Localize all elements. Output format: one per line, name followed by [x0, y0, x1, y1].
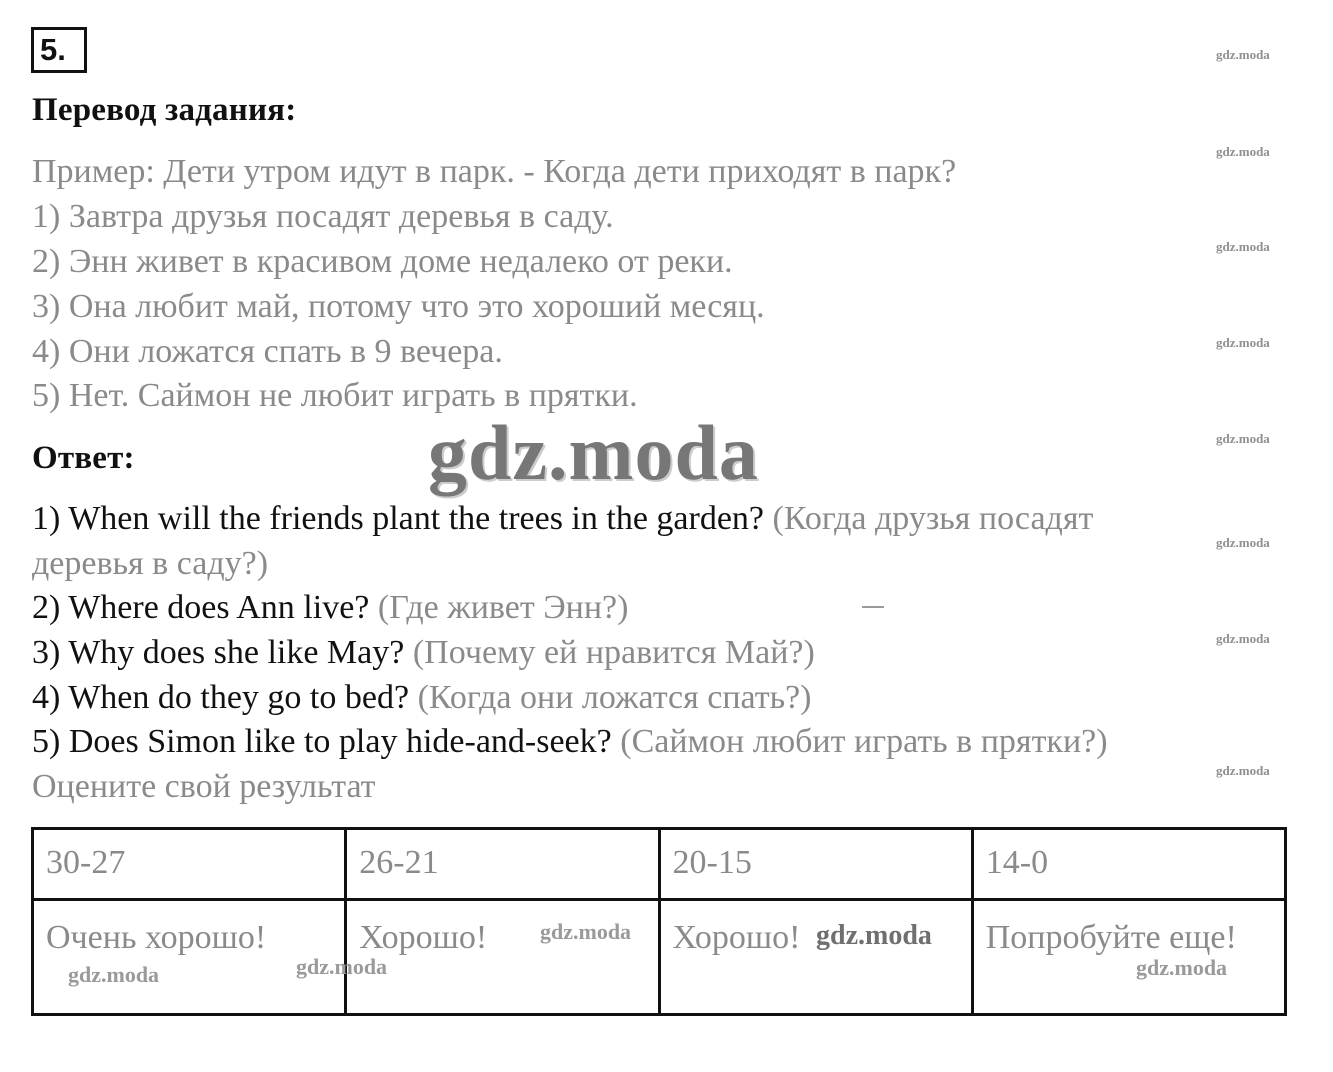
score-grade-cell: Хорошо! [346, 900, 659, 1015]
answer-line-2 [32, 589, 628, 627]
watermark-small: gdz.moda [1216, 535, 1270, 550]
translation-line-2: 2) Энн живет в красивом доме недалеко от реки. [32, 243, 733, 280]
answer-english: 3) Why does she like May? [32, 634, 413, 671]
watermark-small: gdz.moda [1216, 763, 1270, 778]
answer-heading: Ответ: [32, 440, 135, 476]
watermark-small: gdz.moda [1216, 431, 1270, 446]
score-grade-cell: Очень хорошо! [33, 900, 346, 1015]
score-range-cell: 26-21 [346, 829, 659, 900]
answer-english: 2) Where does Ann live? [32, 589, 378, 626]
watermark-medium: gdz.moda [816, 920, 932, 951]
watermark-medium: gdz.moda [540, 919, 632, 944]
score-range-cell: 14-0 [972, 829, 1285, 900]
translation-line-5: 5) Нет. Саймон не любит играть в прятки. [32, 377, 638, 414]
translation-heading: Перевод задания: [32, 92, 297, 128]
answer-russian: (Когда друзья посадят [772, 500, 1094, 537]
answer-russian: (Саймон любит играть в прятки?) [620, 723, 1108, 760]
stray-dash-mark [862, 606, 884, 608]
watermark-medium: gdz.moda [1136, 955, 1228, 980]
translation-line-4: 4) Они ложатся спать в 9 вечера. [32, 333, 503, 370]
watermark-small: gdz.moda [1216, 335, 1270, 350]
answer-line-3 [32, 634, 815, 672]
answer-line-4 [32, 679, 812, 717]
watermark-small: gdz.moda [1216, 239, 1270, 254]
answer-english: 1) When will the friends plant the trees in the garden? [32, 500, 773, 537]
task-number: 5. [31, 27, 87, 73]
translation-line-1: 1) Завтра друзья посадят деревья в саду. [32, 198, 614, 235]
score-grade-cell: Хорошо! [659, 900, 972, 1015]
answer-line-1 [32, 500, 1093, 538]
answer-russian: (Где живет Энн?) [377, 589, 629, 626]
answer-russian: (Когда они ложатся спать?) [417, 679, 812, 716]
score-range-cell: 20-15 [659, 829, 972, 900]
watermark-small: gdz.moda [1216, 631, 1270, 646]
evaluate-label: Оцените свой результат [32, 768, 376, 805]
watermark-medium: gdz.moda [296, 954, 388, 979]
score-grade-row [33, 900, 1286, 1015]
watermark-large: gdz.moda [428, 409, 759, 496]
score-grade-cell: Попробуйте еще! [972, 900, 1285, 1015]
answer-english: 5) Does Simon like to play hide-and-seek? [32, 723, 621, 760]
watermark-small: gdz.moda [1216, 47, 1270, 62]
answer-russian: (Почему ей нравится Май?) [412, 634, 815, 671]
watermark-medium: gdz.moda [68, 962, 160, 987]
score-range-cell: 30-27 [33, 829, 346, 900]
score-table [31, 827, 1287, 1016]
answer-english: 4) When do they go to bed? [32, 679, 418, 716]
translation-line-example: Пример: Дети утром идут в парк. - Когда дети приходят в парк? [32, 153, 957, 190]
score-range-row [33, 829, 1286, 900]
translation-line-3: 3) Она любит май, потому что это хороший месяц. [32, 288, 765, 325]
answer-line-1-continued: деревья в саду?) [32, 545, 269, 582]
watermark-small: gdz.moda [1216, 144, 1270, 159]
answer-line-5 [32, 723, 1108, 761]
